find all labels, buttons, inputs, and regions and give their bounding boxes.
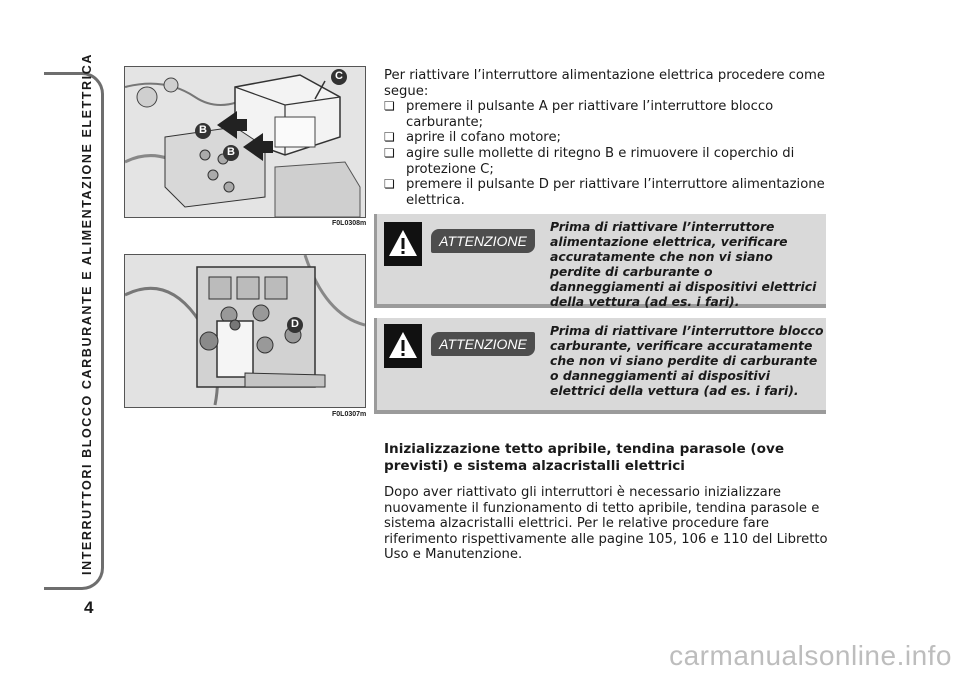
callout-b2: B (227, 146, 235, 158)
warning-box (374, 214, 826, 308)
figure-code: F0L0308m (332, 220, 367, 227)
watermark: carmanualsonline.info (669, 640, 952, 671)
section-block (384, 441, 830, 563)
intro-lead: Per riattivare l’interruttore alimentazione elettrica procedere come segue: (384, 68, 825, 99)
sidebar-title: INTERRUTTORI BLOCCO CARBURANTE E ALIMENTAZIONE ELETTRICA (80, 53, 94, 575)
figure-code: F0L0307m (332, 411, 367, 418)
list-item: ❏ aprire il cofano motore; (384, 130, 830, 146)
list-item: ❏ agire sulle mollette di ritegno B e rimuovere il coperchio di protezione C; (384, 146, 830, 177)
callout-c: C (335, 70, 343, 82)
figure-power-switch (124, 254, 366, 408)
callout-d: D (291, 318, 299, 330)
warning-triangle-icon (384, 324, 422, 368)
list-item: ❏ premere il pulsante D per riattivare l’interruttore alimentazione elettrica. (384, 177, 830, 208)
engine-bay-illustration (125, 67, 365, 217)
section-heading: Inizializzazione tetto apribile, tendina parasole (ove previsti) e sistema alzacristalli elettrici (384, 441, 785, 474)
warning-label: ATTENZIONE (431, 332, 535, 356)
section-body: Dopo aver riattivato gli interruttori è necessario inizializzare nuovamente il funzionamento di tetto apribile, tendina parasole e sistema alzacristalli elettrici. Per le relative procedure fare riferimento rispettivamente alle pagine 105, 106 e 110 del Libretto Uso e Manutenzione. (384, 485, 828, 563)
warning-text: Prima di riattivare l’interruttore alimentazione elettrica, verificare accuratamente che non vi siano perdite di carburante o danneggiamenti ai dispositivi elettrici della vettura (ad es. i fari). (550, 219, 817, 309)
warning-triangle-icon (384, 222, 422, 266)
warning-box (374, 318, 826, 414)
warning-text: Prima di riattivare l’interruttore blocco carburante, verificare accuratamente che non vi siano perdite di carburante o danneggiamenti ai dispositivi elettrici della vettura (ad es. i fari). (550, 323, 824, 398)
steps-list (384, 99, 830, 208)
list-item: ❏ premere il pulsante A per riattivare l’interruttore blocco carburante; (384, 99, 830, 130)
page-number: 4 (84, 598, 94, 617)
figure-fuse-box-cover (124, 66, 366, 218)
callout-b1: B (199, 124, 207, 136)
sidebar-frame (44, 72, 104, 590)
intro-block (384, 68, 830, 208)
warning-label: ATTENZIONE (431, 229, 535, 253)
switch-illustration (125, 255, 365, 407)
